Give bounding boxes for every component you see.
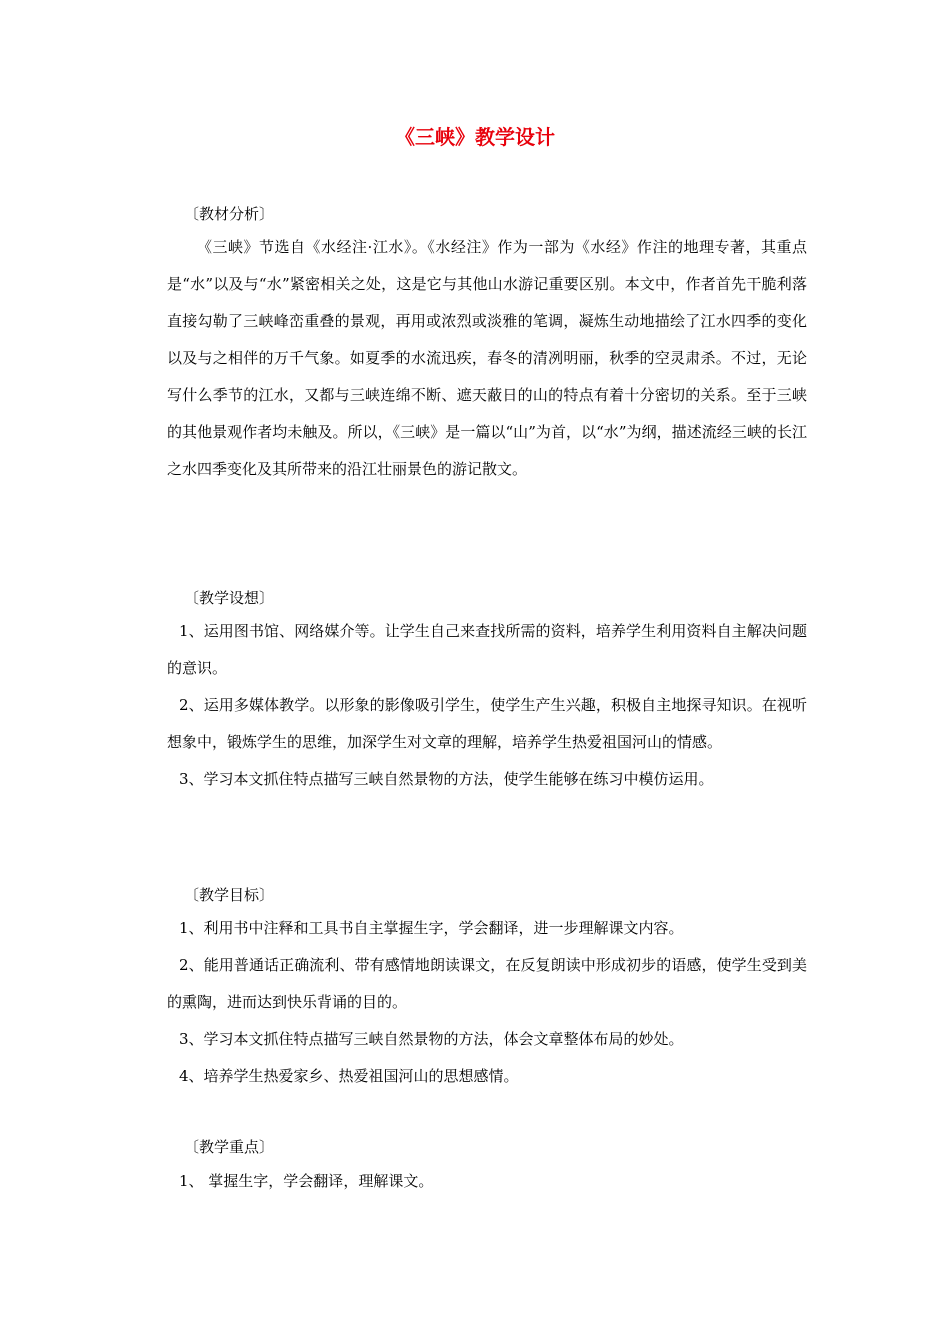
goal-item-2: 2、能用普通话正确流利、带有感情地朗读课文，在反复朗读中形成初步的语感，使学生受到美的熏陶，进而达到快乐背诵的目的。 [167,956,807,1011]
goal-item-1: 1、利用书中注释和工具书自主掌握生字，学会翻译，进一步理解课文内容。 [179,919,684,937]
section-teaching-goals [167,880,807,1095]
section-key-points [167,1132,807,1201]
document-title: 《三峡》教学设计 [395,125,555,149]
analysis-paragraph: 《三峡》节选自《水经注·江水》。《水经注》作为一部为《水经》作注的地理专著，其重点是“水”以及与“水”紧密相关之处，这是它与其他山水游记重要区别。本文中，作者首先干脆利落直接勾勒了三峡峰峦重叠的景观，再用或浓烈或淡雅的笔调，凝炼生动地描绘了江水四季的变化以及与之相伴的万千气象。如夏季的水流迅疾，春冬的清冽明丽，秋季的空灵肃杀。不过，无论写什么季节的江水，又都与三峡连绵不断、遮天蔽日的山的特点有着十分密切的关系。至于三峡的其他景观作者均未触及。所以，《三峡》是一篇以“山”为首，以“水”为纲，描述流经三峡的长江之水四季变化及其所带来的沿江壮丽景色的游记散文。 [167,238,807,478]
section-heading: 〔教学重点〕 [184,1138,275,1156]
concept-item-1: 1、运用图书馆、网络媒介等。让学生自己来查找所需的资料，培养学生利用资料自主解决问题的意识。 [167,622,807,677]
concept-item-2: 2、运用多媒体教学。以形象的影像吸引学生，使学生产生兴趣，积极自主地探寻知识。在视听想象中，锻炼学生的思维，加深学生对文章的理解，培养学生热爱祖国河山的情感。 [167,696,807,751]
concept-item-3: 3、学习本文抓住特点描写三峡自然景物的方法，使学生能够在练习中模仿运用。 [179,770,714,788]
goal-item-3: 3、学习本文抓住特点描写三峡自然景物的方法，体会文章整体布局的妙处。 [179,1030,684,1048]
section-heading: 〔教材分析〕 [184,205,275,223]
section-heading: 〔教学设想〕 [184,589,275,607]
section-material-analysis [167,199,807,488]
section-heading: 〔教学目标〕 [184,886,275,904]
goal-item-4: 4、培养学生热爱家乡、热爱祖国河山的思想感情。 [179,1067,519,1085]
section-teaching-concept [167,583,807,798]
key-point-item-1: 1、 掌握生字，学会翻译，理解课文。 [179,1172,434,1190]
